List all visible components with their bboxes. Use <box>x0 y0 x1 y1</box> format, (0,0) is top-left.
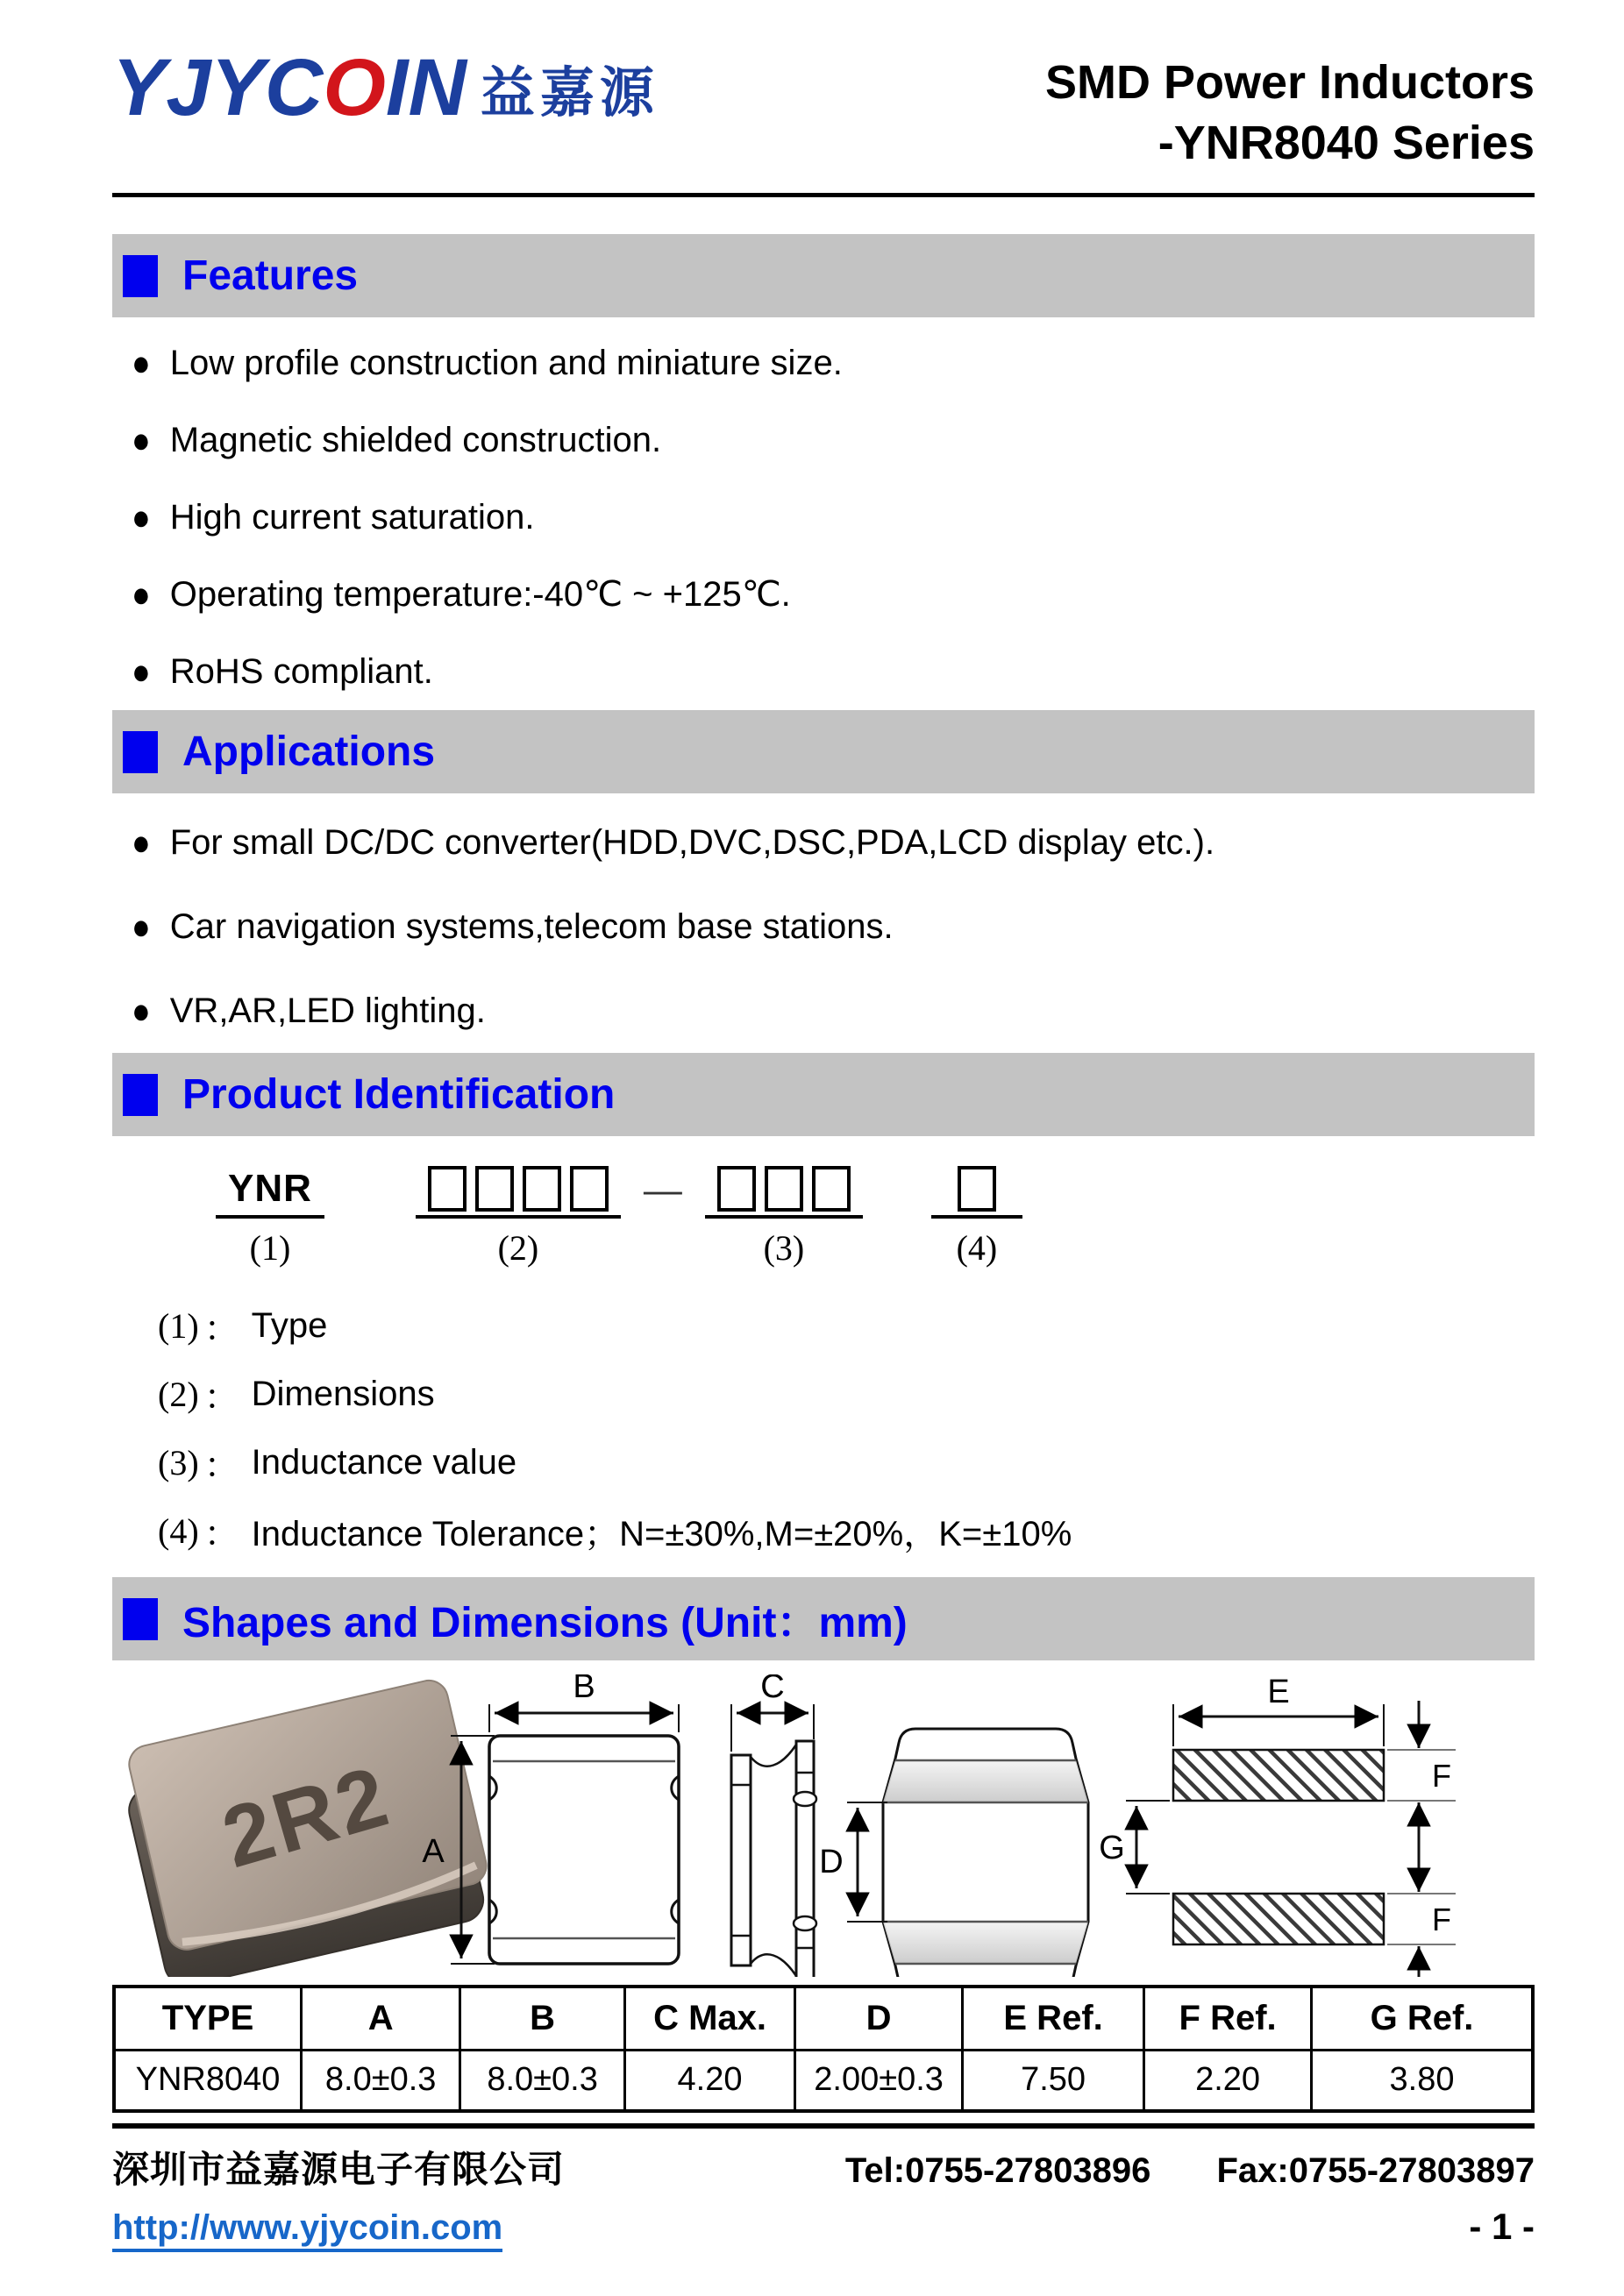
code-segment-label: (4) <box>956 1228 998 1268</box>
section-header-applications <box>112 710 1535 793</box>
code-box <box>765 1166 803 1212</box>
footer-row-company <box>112 2141 1535 2193</box>
section-marker-icon <box>123 1598 158 1640</box>
bullet-icon: ● <box>132 341 151 383</box>
code-segment-tolerance <box>931 1162 1022 1269</box>
dim-label-B: B <box>573 1674 595 1705</box>
list-item <box>132 479 1535 556</box>
legend-colon: ： <box>203 1377 239 1417</box>
code-box <box>958 1166 996 1212</box>
footer-divider <box>112 2123 1535 2129</box>
list-item <box>132 324 1535 402</box>
datasheet-page <box>112 0 1535 2252</box>
section-marker-icon <box>123 1074 158 1116</box>
dim-label-D: D <box>819 1844 844 1880</box>
table-cell: YNR8040 <box>114 2050 302 2111</box>
dim-label-G: G <box>1099 1830 1125 1866</box>
side-view-drawing <box>731 1704 816 1977</box>
table-cell: 8.0±0.3 <box>460 2050 625 2111</box>
list-item <box>132 969 1535 1053</box>
logo-chinese-name: 益嘉源 <box>480 63 659 124</box>
table-cell: 2.20 <box>1144 2050 1312 2111</box>
part-number-diagram <box>216 1162 1535 1269</box>
section-title: Features <box>182 252 359 299</box>
code-segment-dimensions <box>416 1162 621 1269</box>
document-title <box>1045 42 1535 174</box>
column-header: B <box>460 1987 625 2050</box>
header-divider <box>112 193 1535 197</box>
section-marker-icon <box>123 731 158 773</box>
page-header <box>112 0 1535 174</box>
table-cell: 2.00±0.3 <box>795 2050 963 2111</box>
dim-label-C: C <box>760 1674 785 1705</box>
section-title: Product Identification <box>182 1071 616 1118</box>
list-item-text: Operating temperature:-40℃ ~ +125℃. <box>169 575 791 614</box>
list-item-text: Low profile construction and miniature size. <box>169 343 843 382</box>
list-item <box>132 800 1535 885</box>
table-header-row <box>114 1987 1533 2050</box>
bullet-icon: ● <box>132 989 151 1031</box>
column-header: A <box>302 1987 460 2050</box>
legend-row <box>158 1360 1535 1428</box>
front-view-drawing <box>451 1704 679 1964</box>
code-prefix-text: YNR <box>228 1167 312 1210</box>
section-title: Applications <box>182 729 436 775</box>
legend-colon: ： <box>203 1446 239 1485</box>
code-box <box>523 1166 561 1212</box>
list-item-text: For small DC/DC converter(HDD,DVC,DSC,PDA,LCD display etc.). <box>169 822 1215 862</box>
dim-label-F2: F <box>1432 1901 1451 1937</box>
legend-text: Inductance value <box>251 1442 517 1482</box>
section-header-features <box>112 234 1535 317</box>
code-segment-inductance <box>705 1162 863 1269</box>
page-number: - 1 - <box>1469 2206 1535 2247</box>
list-item-text: High current saturation. <box>169 497 535 537</box>
list-item-text: RoHS compliant. <box>169 651 433 691</box>
code-box <box>717 1166 756 1212</box>
column-header: E Ref. <box>963 1987 1144 2050</box>
list-item <box>132 402 1535 479</box>
bullet-icon: ● <box>132 905 151 947</box>
code-segment-prefix <box>216 1162 324 1269</box>
legend-number: (3) <box>158 1442 199 1482</box>
dimension-drawings <box>112 1674 1535 1981</box>
bullet-icon: ● <box>132 418 151 460</box>
list-item-text: Car navigation systems,telecom base stations. <box>169 906 894 946</box>
legend-number: (1) <box>158 1305 199 1346</box>
section-header-product-identification <box>112 1053 1535 1136</box>
drawings-canvas <box>112 1674 1535 1977</box>
column-header: F Ref. <box>1144 1987 1312 2050</box>
table-cell: 4.20 <box>624 2050 794 2111</box>
column-header: G Ref. <box>1312 1987 1533 2050</box>
code-box <box>570 1166 609 1212</box>
footer-row-links <box>112 2206 1535 2252</box>
contact-info <box>845 2151 1535 2191</box>
logo-o-icon: O <box>323 43 386 132</box>
column-header: D <box>795 1987 963 2050</box>
profile-view-drawing <box>847 1729 1088 1977</box>
table-cell: 3.80 <box>1312 2050 1533 2111</box>
list-item-text: VR,AR,LED lighting. <box>169 991 486 1030</box>
column-header: C Max. <box>624 1987 794 2050</box>
document-title-line1: SMD Power Inductors <box>1044 56 1535 109</box>
code-box <box>812 1166 851 1212</box>
product-photo <box>115 1677 498 1977</box>
column-header: TYPE <box>114 1987 302 2050</box>
list-item <box>132 556 1535 633</box>
code-segment-label: (2) <box>497 1228 539 1268</box>
applications-list <box>112 793 1535 1053</box>
code-box <box>428 1166 467 1212</box>
section-header-shapes-dimensions <box>112 1577 1535 1660</box>
logo-text-part1: YJYC <box>112 43 324 132</box>
code-dash: — <box>643 1169 682 1212</box>
table-cell: 7.50 <box>963 2050 1144 2111</box>
photo-marking-text: 2R2 <box>212 1746 401 1887</box>
code-box <box>475 1166 514 1212</box>
list-item <box>132 885 1535 969</box>
legend-colon: ： <box>203 1309 239 1348</box>
fax: Fax:0755-27803897 <box>1216 2151 1535 2190</box>
company-logo <box>112 42 659 134</box>
dim-label-A: A <box>422 1833 445 1870</box>
dim-label-F: F <box>1432 1758 1451 1794</box>
code-segment-label: (3) <box>763 1228 805 1268</box>
list-item-text: Magnetic shielded construction. <box>169 420 662 459</box>
code-segment-label: (1) <box>249 1228 291 1268</box>
dimensions-table <box>112 1985 1535 2113</box>
list-item <box>132 633 1535 710</box>
features-list <box>112 317 1535 710</box>
bullet-icon: ● <box>132 821 151 863</box>
website-link[interactable]: http://www.yjycoin.com <box>112 2208 502 2252</box>
logo-wordmark <box>112 42 467 134</box>
legend-number: (4) <box>158 1511 199 1551</box>
legend-row <box>158 1291 1535 1360</box>
table-row <box>114 2050 1533 2111</box>
legend-row <box>158 1428 1535 1496</box>
bullet-icon: ● <box>132 572 151 615</box>
legend-text: Dimensions <box>251 1374 435 1413</box>
logo-text-part2: IN <box>385 43 467 132</box>
legend-text: Type <box>251 1305 328 1345</box>
legend-colon: ： <box>203 1514 239 1553</box>
legend-number: (2) <box>158 1374 199 1414</box>
bullet-icon: ● <box>132 650 151 692</box>
section-marker-icon <box>123 255 158 297</box>
bullet-icon: ● <box>132 495 151 537</box>
legend-row <box>158 1496 1535 1565</box>
document-title-line2: -YNR8040 Series <box>1157 117 1535 170</box>
part-number-legend <box>158 1291 1535 1565</box>
telephone: Tel:0755-27803896 <box>844 2151 1151 2190</box>
land-pattern-drawing <box>1126 1701 1456 1977</box>
dim-label-E: E <box>1267 1674 1290 1710</box>
table-cell: 8.0±0.3 <box>302 2050 460 2111</box>
legend-text: Inductance Tolerance；N=±30%,M=±20%，K=±10% <box>251 1514 1072 1553</box>
section-title: Shapes and Dimensions (Unit：mm) <box>182 1600 908 1646</box>
company-name: 深圳市益嘉源电子有限公司 <box>112 2149 566 2190</box>
